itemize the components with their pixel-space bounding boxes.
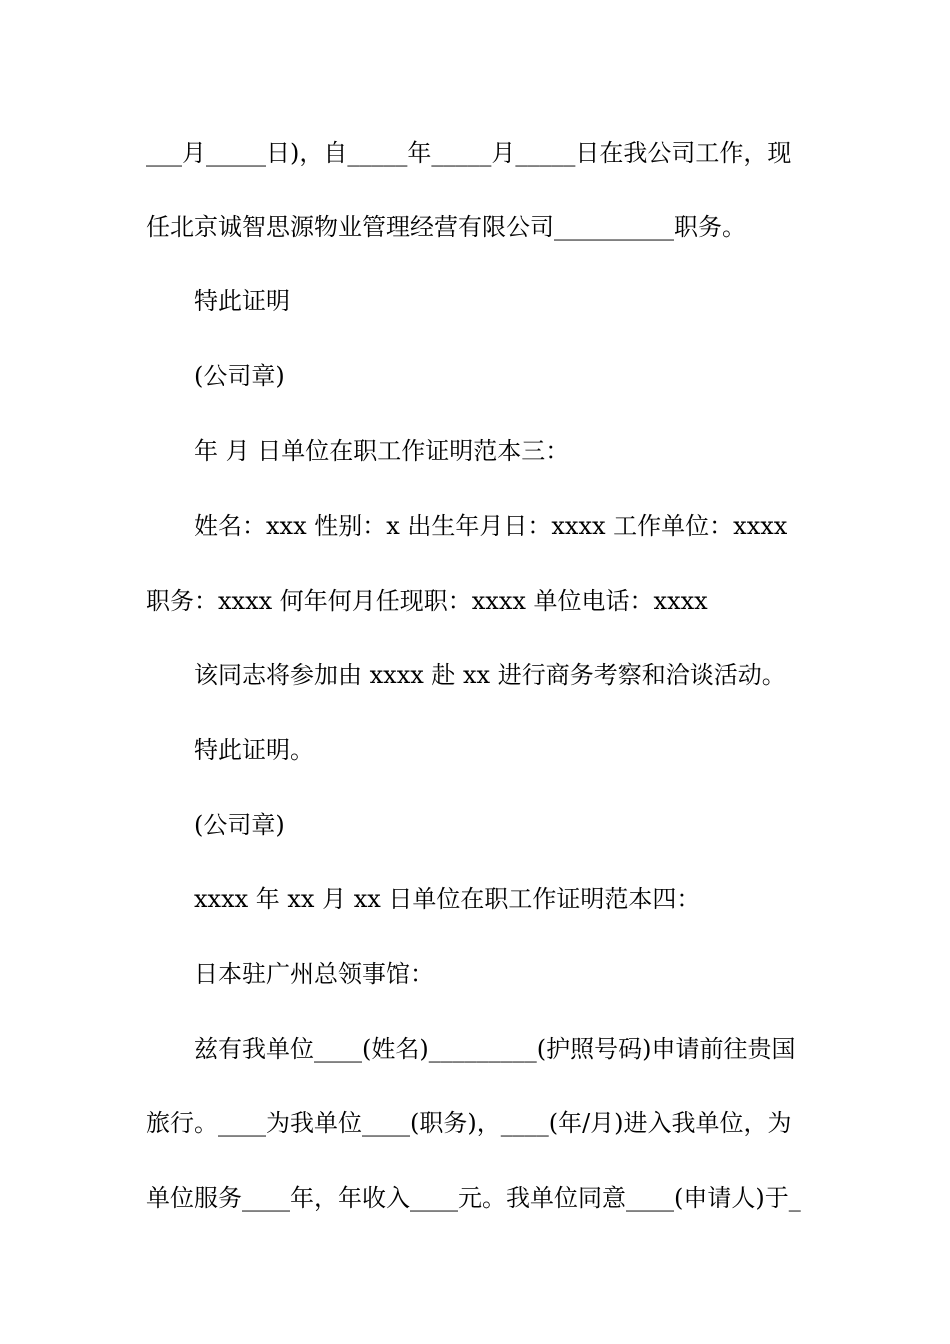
text-line: ___月_____日)，自_____年_____月_____日在我公司工作，现: [146, 139, 792, 167]
section-heading: 年 月 日单位在职工作证明范本三：: [194, 437, 570, 465]
text-line: 兹有我单位____(姓名)_________(护照号码)申请前往贵国: [194, 1035, 796, 1063]
text-line: 特此证明: [194, 287, 290, 315]
section-heading: xxxx 年 xx 月 xx 日单位在职工作证明范本四：: [194, 885, 701, 913]
text-line: 姓名：xxx 性别：x 出生年月日：xxxx 工作单位：xxxx: [194, 512, 788, 540]
text-line: 单位服务____年，年收入____元。我单位同意____(申请人)于_: [146, 1184, 801, 1212]
text-line: 任北京诚智思源物业管理经营有限公司__________职务。: [146, 213, 746, 241]
text-line: 特此证明。: [194, 736, 314, 764]
text-line: 职务：xxxx 何年何月任现职：xxxx 单位电话：xxxx: [146, 587, 708, 615]
text-line: (公司章): [194, 811, 285, 839]
text-line: 日本驻广州总领事馆：: [194, 960, 434, 988]
text-line: 该同志将参加由 xxxx 赴 xx 进行商务考察和洽谈活动。: [194, 661, 786, 689]
text-line: 旅行。____为我单位____(职务)，____(年/月)进入我单位，为: [146, 1109, 792, 1137]
text-line: (公司章): [194, 362, 285, 390]
